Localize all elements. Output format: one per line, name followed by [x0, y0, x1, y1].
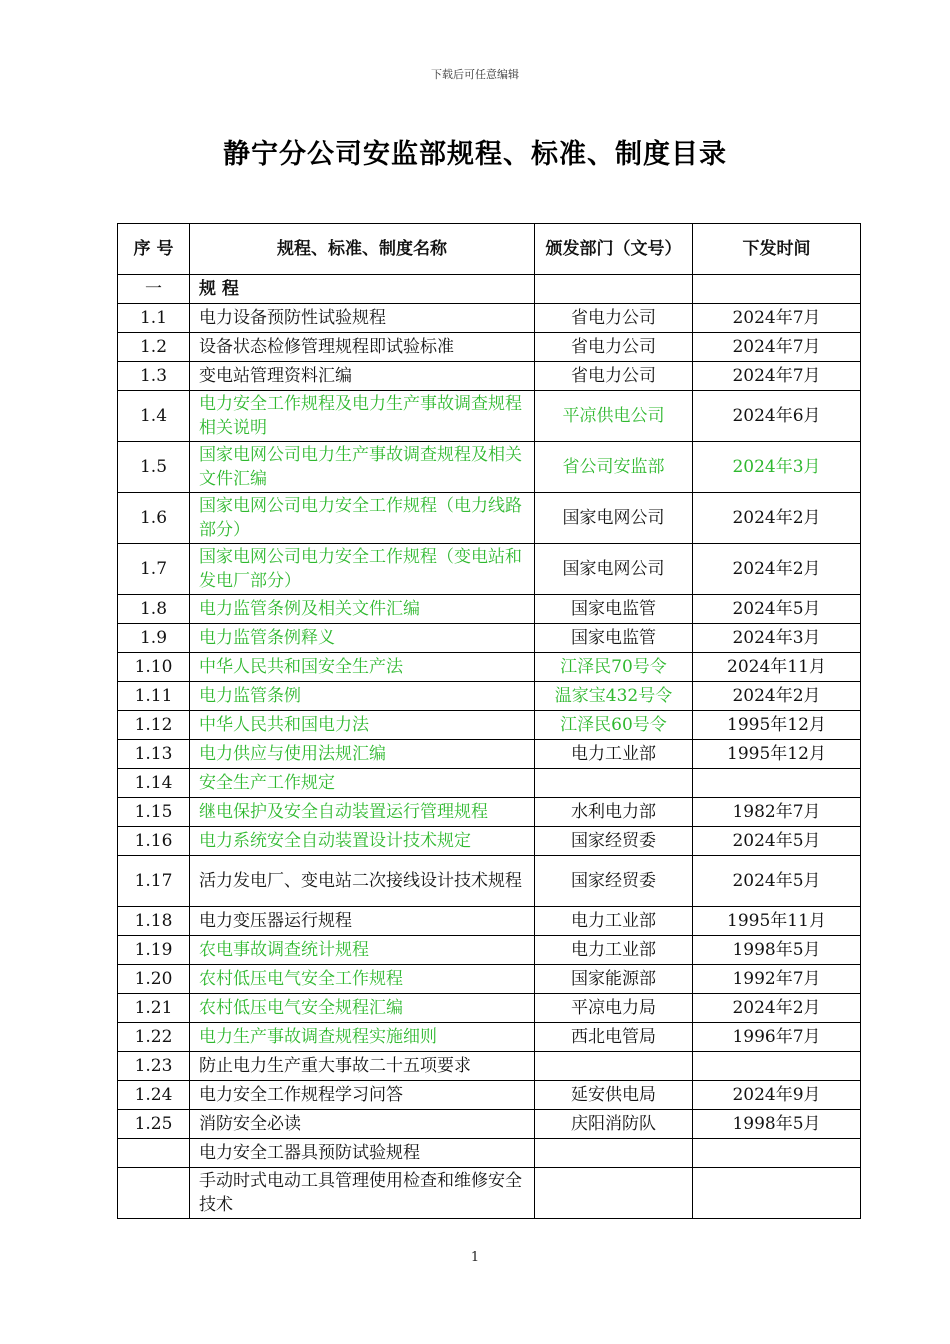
row-name: 防止电力生产重大事故二十五项要求 — [190, 1052, 535, 1081]
row-date — [693, 1168, 861, 1219]
row-name: 继电保护及安全自动装置运行管理规程 — [190, 798, 535, 827]
table-row — [118, 711, 861, 740]
row-dept: 国家电网公司 — [535, 493, 693, 544]
table-row — [118, 1110, 861, 1139]
row-date — [693, 1139, 861, 1168]
row-name: 活力发电厂、变电站二次接线设计技术规程 — [190, 856, 535, 907]
row-date: 1995年12月 — [693, 711, 861, 740]
row-dept: 江泽民70号令 — [535, 653, 693, 682]
row-dept: 西北电管局 — [535, 1023, 693, 1052]
row-date: 2024年3月 — [693, 624, 861, 653]
row-name: 电力安全工器具预防试验规程 — [190, 1139, 535, 1168]
row-number: 1.10 — [118, 653, 190, 682]
row-number: 1.19 — [118, 936, 190, 965]
section-name: 规 程 — [190, 275, 535, 304]
row-number: 1.3 — [118, 362, 190, 391]
table-row — [118, 1139, 861, 1168]
row-number: 1.6 — [118, 493, 190, 544]
row-name: 中华人民共和国安全生产法 — [190, 653, 535, 682]
section-date — [693, 275, 861, 304]
row-number: 1.22 — [118, 1023, 190, 1052]
row-date — [693, 1052, 861, 1081]
row-dept: 省电力公司 — [535, 333, 693, 362]
row-name: 消防安全必读 — [190, 1110, 535, 1139]
row-dept: 国家电监管 — [535, 595, 693, 624]
row-date: 1992年7月 — [693, 965, 861, 994]
row-number: 1.7 — [118, 544, 190, 595]
row-date: 1995年12月 — [693, 740, 861, 769]
table-row — [118, 493, 861, 544]
column-header-date: 下发时间 — [693, 224, 861, 275]
row-number: 1.1 — [118, 304, 190, 333]
row-date: 1982年7月 — [693, 798, 861, 827]
row-dept: 庆阳消防队 — [535, 1110, 693, 1139]
row-dept — [535, 1168, 693, 1219]
table-row — [118, 595, 861, 624]
row-name: 电力监管条例 — [190, 682, 535, 711]
table-row — [118, 1023, 861, 1052]
row-date: 2024年2月 — [693, 682, 861, 711]
row-name: 农电事故调查统计规程 — [190, 936, 535, 965]
row-dept: 国家电监管 — [535, 624, 693, 653]
row-dept: 电力工业部 — [535, 936, 693, 965]
row-name: 设备状态检修管理规程即试验标准 — [190, 333, 535, 362]
table-row — [118, 442, 861, 493]
table-header-row — [118, 224, 861, 275]
row-number: 1.15 — [118, 798, 190, 827]
row-date: 2024年2月 — [693, 544, 861, 595]
row-date: 2024年5月 — [693, 595, 861, 624]
row-dept: 温家宝432号令 — [535, 682, 693, 711]
row-date: 2024年5月 — [693, 856, 861, 907]
row-dept — [535, 1052, 693, 1081]
row-number: 1.14 — [118, 769, 190, 798]
table-row — [118, 994, 861, 1023]
row-dept — [535, 1139, 693, 1168]
table-row — [118, 304, 861, 333]
row-name: 手动时式电动工具管理使用检查和维修安全技术 — [190, 1168, 535, 1219]
row-number: 1.20 — [118, 965, 190, 994]
row-date: 2024年7月 — [693, 333, 861, 362]
row-name: 电力设备预防性试验规程 — [190, 304, 535, 333]
page-number: 1 — [470, 1250, 480, 1265]
row-name: 电力监管条例释义 — [190, 624, 535, 653]
row-date: 2024年7月 — [693, 362, 861, 391]
row-date: 2024年6月 — [693, 391, 861, 442]
row-dept: 平凉供电公司 — [535, 391, 693, 442]
row-number: 1.12 — [118, 711, 190, 740]
row-number: 1.16 — [118, 827, 190, 856]
table-row — [118, 1168, 861, 1219]
row-number: 1.24 — [118, 1081, 190, 1110]
row-name: 电力生产事故调查规程实施细则 — [190, 1023, 535, 1052]
row-date: 2024年2月 — [693, 994, 861, 1023]
row-dept: 电力工业部 — [535, 740, 693, 769]
row-number: 1.21 — [118, 994, 190, 1023]
row-dept: 省电力公司 — [535, 304, 693, 333]
row-number: 1.13 — [118, 740, 190, 769]
row-date: 2024年2月 — [693, 493, 861, 544]
section-row — [118, 275, 861, 304]
row-date: 1998年5月 — [693, 936, 861, 965]
table-row — [118, 936, 861, 965]
row-name: 电力监管条例及相关文件汇编 — [190, 595, 535, 624]
row-name: 国家电网公司电力安全工作规程（电力线路部分） — [190, 493, 535, 544]
row-name: 安全生产工作规定 — [190, 769, 535, 798]
table-row — [118, 740, 861, 769]
row-dept: 省电力公司 — [535, 362, 693, 391]
row-date: 1995年11月 — [693, 907, 861, 936]
table-row — [118, 362, 861, 391]
row-name: 国家电网公司电力安全工作规程（变电站和发电厂部分） — [190, 544, 535, 595]
row-number: 1.8 — [118, 595, 190, 624]
row-dept: 平凉电力局 — [535, 994, 693, 1023]
row-number: 1.5 — [118, 442, 190, 493]
row-number — [118, 1168, 190, 1219]
row-number: 1.25 — [118, 1110, 190, 1139]
row-dept: 省公司安监部 — [535, 442, 693, 493]
header-note: 下载后可任意编辑 — [431, 68, 519, 81]
row-date: 2024年11月 — [693, 653, 861, 682]
column-header-name: 规程、标准、制度名称 — [190, 224, 535, 275]
row-date: 2024年5月 — [693, 827, 861, 856]
row-number: 1.23 — [118, 1052, 190, 1081]
row-name: 电力供应与使用法规汇编 — [190, 740, 535, 769]
row-dept: 延安供电局 — [535, 1081, 693, 1110]
row-name: 电力安全工作规程及电力生产事故调查规程相关说明 — [190, 391, 535, 442]
table-row — [118, 653, 861, 682]
table-row — [118, 544, 861, 595]
row-name: 电力系统安全自动装置设计技术规定 — [190, 827, 535, 856]
row-number: 1.9 — [118, 624, 190, 653]
row-number: 1.2 — [118, 333, 190, 362]
table-row — [118, 965, 861, 994]
table-row — [118, 682, 861, 711]
row-dept: 电力工业部 — [535, 907, 693, 936]
row-date — [693, 769, 861, 798]
table-row — [118, 391, 861, 442]
table-row — [118, 827, 861, 856]
row-dept: 国家能源部 — [535, 965, 693, 994]
row-name: 农村低压电气安全规程汇编 — [190, 994, 535, 1023]
row-number: 1.11 — [118, 682, 190, 711]
row-date: 1996年7月 — [693, 1023, 861, 1052]
row-dept — [535, 769, 693, 798]
row-name: 电力安全工作规程学习问答 — [190, 1081, 535, 1110]
table-row — [118, 624, 861, 653]
table-row — [118, 333, 861, 362]
row-name: 国家电网公司电力生产事故调查规程及相关文件汇编 — [190, 442, 535, 493]
row-date: 2024年7月 — [693, 304, 861, 333]
column-header-dept: 颁发部门（文号） — [535, 224, 693, 275]
row-number: 1.17 — [118, 856, 190, 907]
row-date: 2024年9月 — [693, 1081, 861, 1110]
row-number — [118, 1139, 190, 1168]
catalog-table — [117, 223, 861, 1219]
row-number: 1.4 — [118, 391, 190, 442]
table-row — [118, 907, 861, 936]
row-dept: 水利电力部 — [535, 798, 693, 827]
table-row — [118, 1052, 861, 1081]
row-date: 1998年5月 — [693, 1110, 861, 1139]
row-name: 变电站管理资料汇编 — [190, 362, 535, 391]
row-dept: 江泽民60号令 — [535, 711, 693, 740]
row-dept: 国家经贸委 — [535, 856, 693, 907]
section-number: 一 — [118, 275, 190, 304]
row-dept: 国家电网公司 — [535, 544, 693, 595]
row-name: 农村低压电气安全工作规程 — [190, 965, 535, 994]
table-row — [118, 856, 861, 907]
table-row — [118, 798, 861, 827]
column-header-no: 序 号 — [118, 224, 190, 275]
row-date: 2024年3月 — [693, 442, 861, 493]
section-dept — [535, 275, 693, 304]
page-title: 静宁分公司安监部规程、标准、制度目录 — [223, 139, 727, 170]
table-row — [118, 1081, 861, 1110]
row-name: 中华人民共和国电力法 — [190, 711, 535, 740]
row-number: 1.18 — [118, 907, 190, 936]
table-row — [118, 769, 861, 798]
row-name: 电力变压器运行规程 — [190, 907, 535, 936]
row-dept: 国家经贸委 — [535, 827, 693, 856]
